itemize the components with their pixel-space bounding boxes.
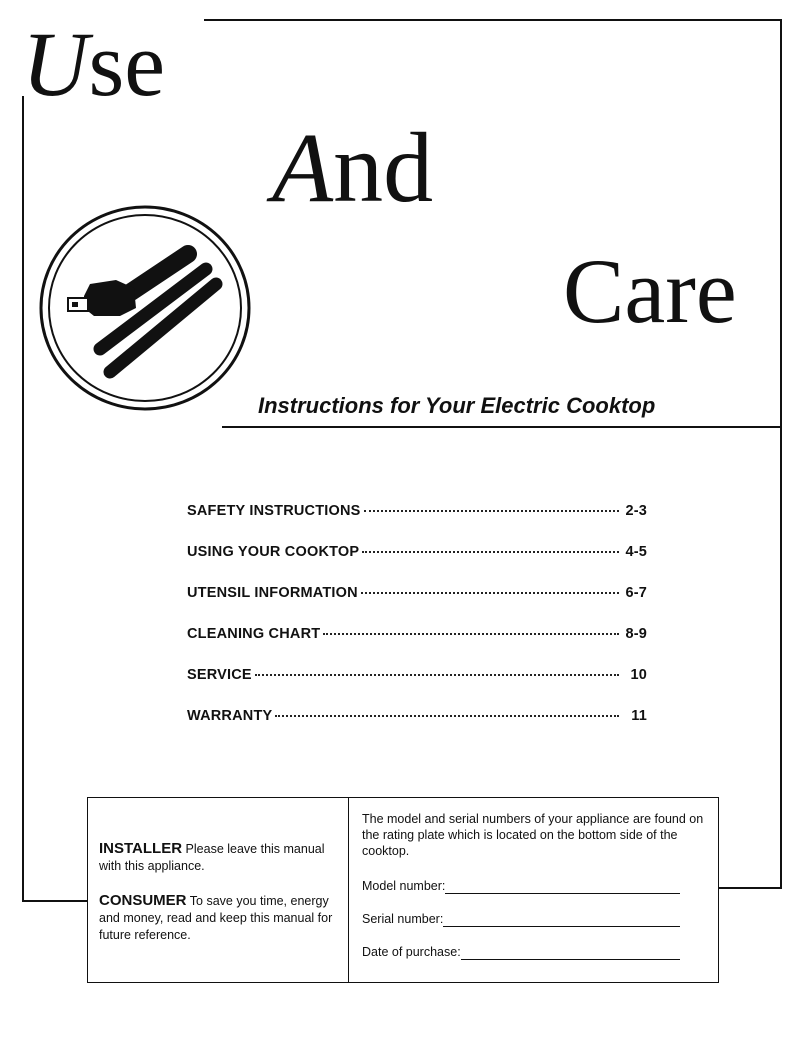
info-box [87, 797, 719, 983]
toc-page: 10 [630, 667, 647, 683]
toc-page: 11 [631, 708, 647, 724]
model-number-label: Model number: [362, 879, 446, 893]
notice-panel [88, 798, 349, 982]
appliance-record-panel [349, 798, 718, 982]
toc-leader-dots [362, 551, 619, 553]
toc-page: 4-5 [625, 544, 647, 560]
frame-left-border [22, 96, 24, 902]
installer-notice [99, 840, 340, 875]
toc-leader-dots [323, 633, 619, 635]
toc-title: WARRANTY [187, 708, 273, 724]
table-of-contents [187, 503, 647, 749]
toc-title: UTENSIL INFORMATION [187, 585, 358, 601]
serial-number-label: Serial number: [362, 912, 444, 926]
title-word-use-rest: se [88, 13, 166, 115]
toc-row [187, 667, 647, 708]
title-word-and [272, 112, 434, 223]
toc-page: 8-9 [625, 626, 647, 642]
consumer-text: To save you time, energy and money, read and keep this manual for future reference. [99, 894, 333, 942]
subtitle: Instructions for Your Electric Cooktop [258, 393, 656, 418]
installer-text: Please leave this manual with this appliance. [99, 842, 325, 873]
toc-row [187, 626, 647, 667]
title-word-and-rest: nd [333, 112, 434, 223]
toc-row [187, 708, 647, 749]
toc-page: 2-3 [625, 503, 647, 519]
toc-leader-dots [255, 674, 619, 676]
toc-leader-dots [275, 715, 619, 717]
installer-label: INSTALLER [99, 840, 183, 857]
power-plug-icon [38, 204, 252, 412]
model-number-field [362, 875, 708, 894]
frame-right-border [780, 19, 782, 889]
frame-bottom-left-border [22, 900, 88, 902]
toc-title: SAFETY INSTRUCTIONS [187, 503, 361, 519]
date-of-purchase-label: Date of purchase: [362, 945, 461, 959]
toc-row [187, 503, 647, 544]
toc-title: SERVICE [187, 667, 252, 683]
toc-leader-dots [364, 510, 619, 512]
title-word-use-initial: U [22, 13, 89, 115]
serial-number-field [362, 908, 708, 927]
subtitle-rule [222, 426, 782, 428]
title-word-care: Care [563, 240, 737, 342]
title-word-use [22, 13, 166, 115]
frame-bottom-right-border [719, 887, 782, 889]
title-word-and-initial: A [272, 112, 334, 223]
consumer-notice [99, 892, 340, 944]
rating-plate-note: The model and serial numbers of your appliance are found on the rating plate which is located on the bottom side of the cooktop. [362, 812, 704, 858]
toc-page: 6-7 [625, 585, 647, 601]
model-number-blank[interactable] [445, 880, 680, 894]
serial-number-blank[interactable] [443, 913, 680, 927]
date-of-purchase-field [362, 941, 708, 960]
frame-top-border [204, 19, 782, 21]
toc-row [187, 544, 647, 585]
date-of-purchase-blank[interactable] [461, 946, 680, 960]
toc-row [187, 585, 647, 626]
consumer-label: CONSUMER [99, 892, 187, 909]
toc-leader-dots [361, 592, 619, 594]
toc-title: CLEANING CHART [187, 626, 321, 642]
toc-title: USING YOUR COOKTOP [187, 544, 360, 560]
